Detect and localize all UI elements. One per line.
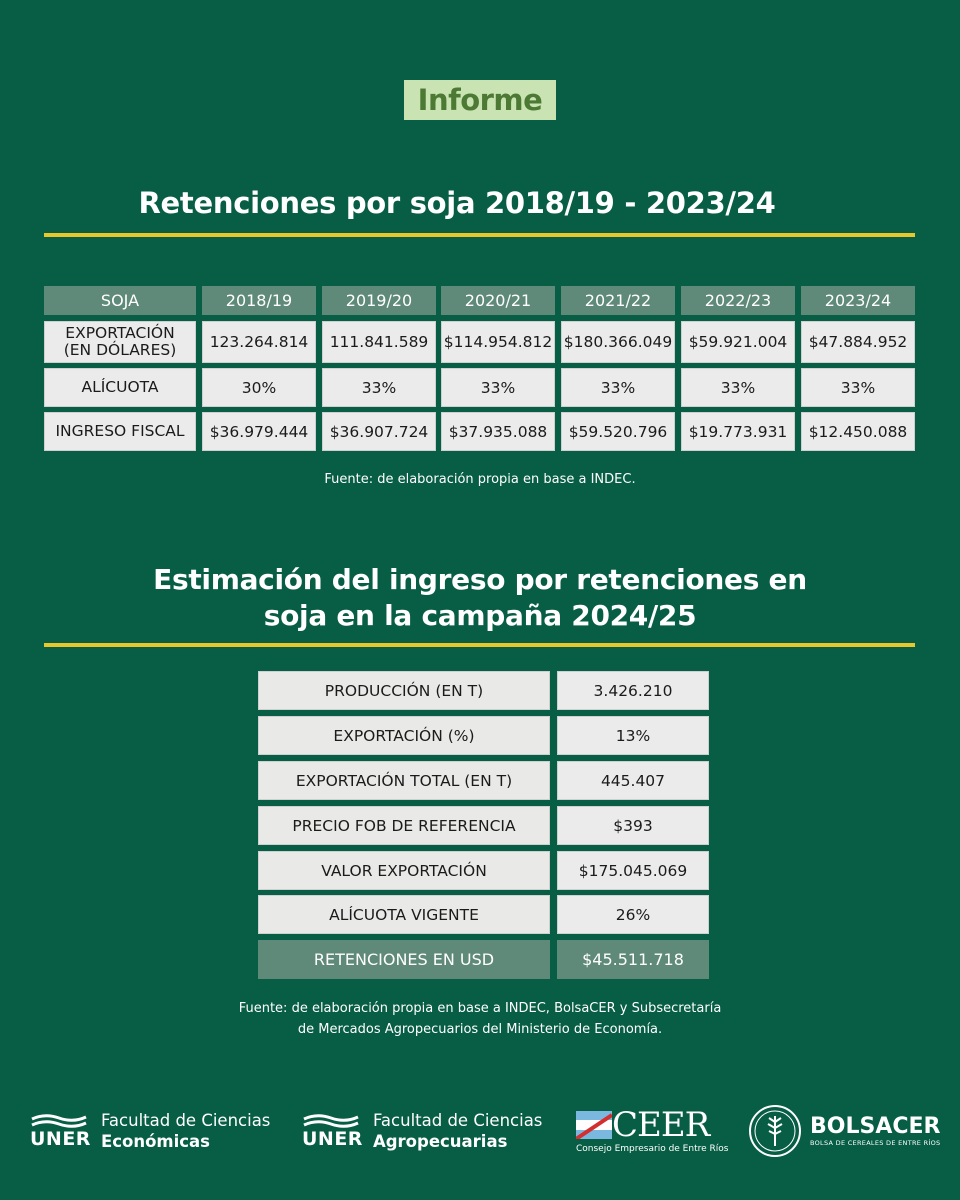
- row-value: $393: [557, 806, 709, 845]
- flag-icon: [576, 1111, 612, 1139]
- table-cell: 123.264.814: [202, 321, 316, 363]
- row-label: PRECIO FOB DE REFERENCIA: [258, 806, 550, 845]
- table-cell: $12.450.088: [801, 412, 915, 451]
- logo-uner-economicas: [30, 1110, 270, 1152]
- table-cell: $37.935.088: [441, 412, 555, 451]
- section2-title-line2: soja en la campaña 2024/25: [263, 599, 697, 632]
- logo-uner-agropecuarias: [302, 1110, 542, 1152]
- table-cell: 111.841.589: [322, 321, 436, 363]
- table-cell: $59.520.796: [561, 412, 675, 451]
- table-cell: 30%: [202, 368, 316, 407]
- row-label: EXPORTACIÓN (%): [258, 716, 550, 755]
- faculty-line1: Facultad de Ciencias: [100, 1111, 271, 1130]
- faculty-line2: Agropecuarias: [372, 1132, 508, 1151]
- uner-text: UNER: [302, 1128, 363, 1150]
- report-badge: Informe: [404, 80, 556, 120]
- uner-mark: [302, 1113, 363, 1149]
- row-label-alicuota: ALÍCUOTA: [44, 368, 196, 407]
- faculty-line2: Económicas: [100, 1132, 211, 1151]
- row-value: 26%: [557, 895, 709, 934]
- table-cell: 33%: [681, 368, 795, 407]
- table-cell: $180.366.049: [561, 321, 675, 363]
- faculty-name: [101, 1110, 270, 1152]
- row-label: VALOR EXPORTACIÓN: [258, 851, 550, 890]
- faculty-name: [373, 1110, 542, 1152]
- faculty-line1: Facultad de Ciencias: [372, 1111, 543, 1130]
- table-cell: $114.954.812: [441, 321, 555, 363]
- uner-mark: [30, 1113, 91, 1149]
- row-label: PRODUCCIÓN (EN T): [258, 671, 550, 710]
- table-cell: $36.979.444: [202, 412, 316, 451]
- ceer-name: CEER: [612, 1105, 710, 1145]
- row-value: 13%: [557, 716, 709, 755]
- row-label: EXPORTACIÓN TOTAL (EN T): [258, 761, 550, 800]
- table-header-soja: SOJA: [44, 286, 196, 315]
- bolsacer-subtitle: BOLSA DE CEREALES DE ENTRE RÍOS: [810, 1139, 941, 1147]
- table-header-year: 2019/20: [322, 286, 436, 315]
- row-label-total: RETENCIONES EN USD: [258, 940, 550, 979]
- bolsacer-text: [810, 1115, 940, 1147]
- ceer-subtitle: Consejo Empresario de Entre Ríos: [576, 1144, 729, 1154]
- logo-bolsacer: [748, 1104, 940, 1158]
- table-header-year: 2021/22: [561, 286, 675, 315]
- waves-icon: [302, 1113, 360, 1129]
- section2-source: [0, 998, 960, 1040]
- waves-icon: [30, 1113, 88, 1129]
- table-cell: 33%: [561, 368, 675, 407]
- uner-text: UNER: [30, 1128, 91, 1150]
- row-label: ALÍCUOTA VIGENTE: [258, 895, 550, 934]
- section1-source: Fuente: de elaboración propia en base a INDEC.: [324, 472, 636, 487]
- section1-divider: [44, 233, 915, 237]
- table-cell: 33%: [801, 368, 915, 407]
- section2-title: [0, 562, 960, 634]
- table-cell: $36.907.724: [322, 412, 436, 451]
- row-label-ingreso-fiscal: INGRESO FISCAL: [44, 412, 196, 451]
- footer-logos: [0, 1100, 960, 1170]
- table-header-year: 2023/24: [801, 286, 915, 315]
- section1-title: Retenciones por soja 2018/19 - 2023/24: [138, 186, 776, 220]
- row-value-total: $45.511.718: [557, 940, 709, 979]
- row-value: $175.045.069: [557, 851, 709, 890]
- table-cell: 33%: [322, 368, 436, 407]
- section2-source-line1: Fuente: de elaboración propia en base a INDEC, BolsaCER y Subsecretaría: [238, 1001, 722, 1016]
- table-cell: $59.921.004: [681, 321, 795, 363]
- seal-icon: [748, 1104, 802, 1158]
- bolsacer-name: BOLSACER: [810, 1114, 941, 1139]
- table-header-year: 2018/19: [202, 286, 316, 315]
- table-header-year: 2022/23: [681, 286, 795, 315]
- row-label-exportacion: EXPORTACIÓN (EN DÓLARES): [44, 321, 196, 363]
- table-header-year: 2020/21: [441, 286, 555, 315]
- table-cell: 33%: [441, 368, 555, 407]
- row-value: 445.407: [557, 761, 709, 800]
- table-cell: $47.884.952: [801, 321, 915, 363]
- row-value: 3.426.210: [557, 671, 709, 710]
- section2-divider: [44, 643, 915, 647]
- section2-title-line1: Estimación del ingreso por retenciones en: [153, 563, 807, 596]
- table-cell: $19.773.931: [681, 412, 795, 451]
- section2-source-line2: de Mercados Agropecuarios del Ministerio de Economía.: [297, 1022, 663, 1037]
- logo-ceer: [576, 1105, 729, 1154]
